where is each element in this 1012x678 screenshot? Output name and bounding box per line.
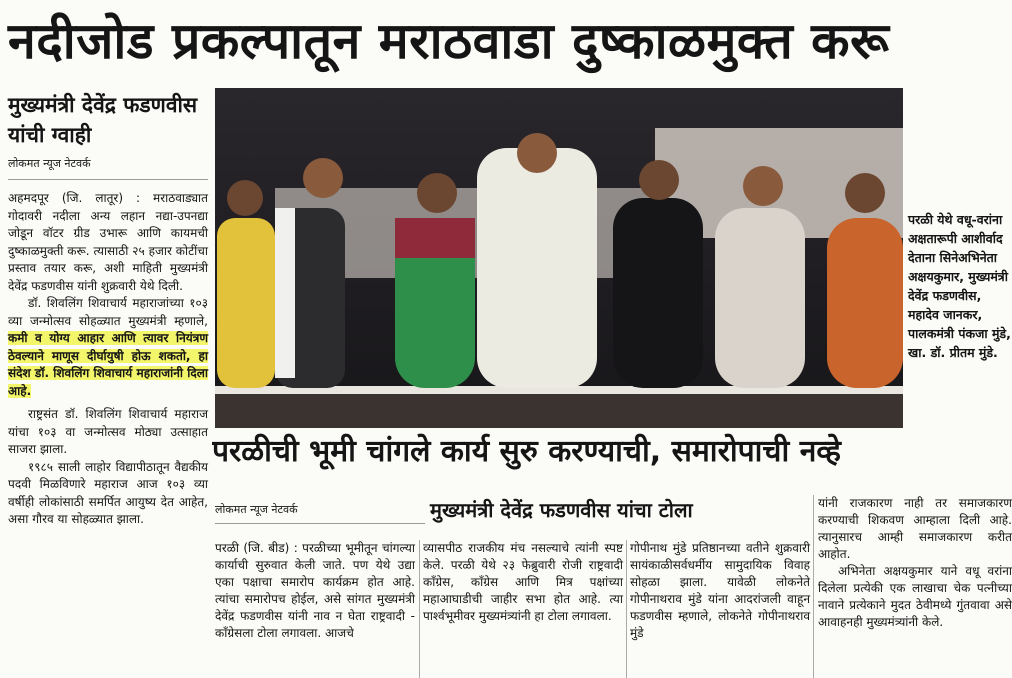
photo-caption: परळी येथे वधू-वरांना अक्षतारूपी आशीर्वाद देताना सिनेअभिनेता अक्षयकुमार, मुख्यमंत्री देवेंद्र फडणवीस, महादेव जानकर, पालकमंत्री पंकजा मुंडे, खा. डॉ. प्रीतम मुंडे.	[908, 212, 1011, 360]
left-subhead: मुख्यमंत्री देवेंद्र फडणवीस यांची ग्वाही	[8, 93, 198, 147]
left-byline: लोकमत न्यूज नेटवर्क	[8, 156, 208, 180]
event-photo	[215, 88, 903, 428]
highlighted-quote: कमी व योग्य आहार आणि त्यावर नियंत्रण ठेवल्याने माणूस दीर्घायुषी होऊ शकतो, हा संदेश डॉ. शिवलिंग शिवाचार्य महाराजांनी दिला आहे.	[8, 331, 208, 398]
column-4-paragraph-2: अभिनेता अक्षयकुमार याने वधू वरांना दिलेला प्रत्येकी एक लाखाचा चेक पत्नीच्या नावाने प्रत्येकाने मुदत ठेवीमध्ये गुंतवावा असे आवाहनही मुख्यमंत्र्यांनी केले.	[818, 564, 1012, 629]
column-divider	[813, 495, 814, 678]
article-column-3: गोपीनाथ मुंडे प्रतिष्ठानच्या वतीने शुक्रवारी सायंकाळीसर्वधर्मीय सामुदायिक विवाह सोहळा झाला. यावेळी लोकनेते गोपीनाथराव मुंडे यांना आदरांजली वाहून फडणवीस म्हणाले, लोकनेते गोपीनाथराव मुंडे	[630, 541, 810, 640]
left-paragraph-2	[8, 295, 208, 400]
article-column-4	[818, 495, 1012, 631]
second-subhead: मुख्यमंत्री देवेंद्र फडणवीस यांचा टोला	[430, 498, 693, 522]
left-article	[8, 90, 208, 529]
event-photo-illustration	[215, 88, 903, 428]
second-byline: लोकमत न्यूज नेटवर्क	[215, 502, 425, 524]
article-column-2: व्यासपीठ राजकीय मंच नसल्याचे त्यांनी स्पष्ट केले. परळी येथे २३ फेब्रुवारी रोजी राष्ट्रवादी कॉंग्रेस, कॉंग्रेस आणि मित्र पक्षांच्या महाआघाडीची जाहीर सभा होत आहे. त्या पार्श्वभूमीवर मुख्यमंत्र्यांनी हा टोला लगावला.	[423, 541, 623, 623]
column-divider	[419, 540, 420, 678]
left-paragraph-3: राष्ट्रसंत डॉ. शिवलिंग शिवाचार्य महाराज यांचा १०३ वा जन्मोत्सव मोठ्या उत्साहात साजरा झाला.	[8, 407, 208, 456]
left-paragraph-4: १९८५ साली लाहोर विद्यापीठातून वैद्यकीय पदवी मिळविणारे महाराज आज १०३ व्या वर्षीही लोकांसाठी समर्पित आयुष्य देत आहेत, असा गौरव या सोहळ्यात झाला.	[8, 459, 208, 526]
left-paragraph-1: अहमदपूर (जि. लातूर) : मराठवाड्यात गोदावरी नदीला अन्य लहान नद्या-उपनद्या जोडून वॉटर ग्रीड उभारू आणि कायमची दुष्काळमुक्ती करू. त्यासाठी २५ हजार कोटींचा प्रस्ताव तयार करू, अशी माहिती मुख्यमंत्री देवेंद्र फडणवीस यांनी शुक्रवारी येथे दिली.	[8, 191, 208, 293]
main-headline: नदीजोड प्रकल्पातून मराठवाडा दुष्काळमुक्त करू	[8, 12, 890, 70]
second-headline: परळीची भूमी चांगले कार्य सुरु करण्याची, समारोपाची नव्हे	[212, 434, 841, 469]
column-4-paragraph-1: यांनी राजकारण नाही तर समाजकारण करण्याची शिकवण आम्हाला दिली आहे. त्यानुसारच आम्ही समाजकारण करीत आहोत.	[818, 496, 1012, 561]
column-divider	[626, 540, 627, 678]
article-column-1: परळी (जि. बीड) : परळीच्या भूमीतून चांगल्या कार्याची सुरुवात केली जाते. पण येथे उद्या एका पक्षाचा समारोप कार्यक्रम होत आहे. त्यांचा समारोपच होईल, असे सांगत मुख्यमंत्री देवेंद्र फडणवीस यांनी नाव न घेता राष्ट्रवादी - कॉंग्रेसला टोला लगावला. आजचे	[215, 541, 415, 640]
left-paragraph-2-start: डॉ. शिवलिंग शिवाचार्य महाराजांच्या १०३ व्या जन्मोत्सव सोहळ्यात मुख्यमंत्री म्हणाले,	[8, 296, 208, 328]
